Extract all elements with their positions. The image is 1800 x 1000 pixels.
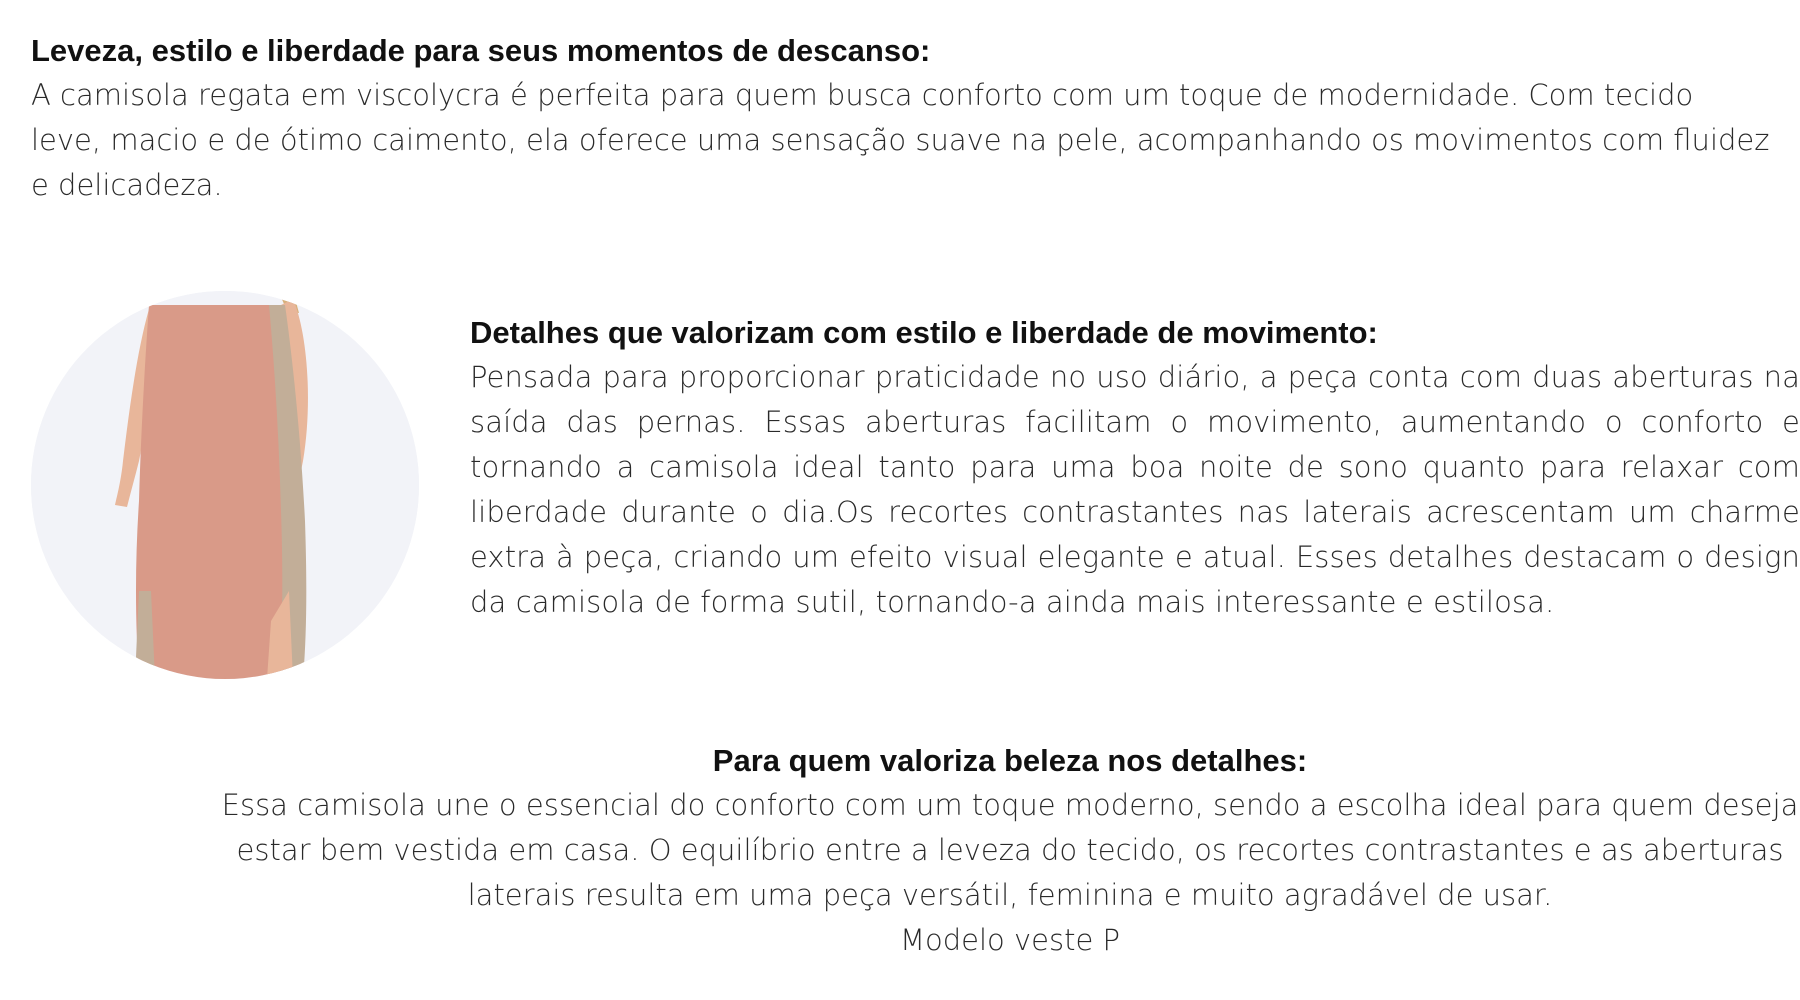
product-photo <box>31 291 419 679</box>
details-heading: Detalhes que valorizam com estilo e liberdade de movimento: <box>470 315 1378 350</box>
details-section <box>470 310 1800 625</box>
closing-section <box>220 738 1800 963</box>
size-note: Modelo veste P <box>899 923 1121 957</box>
closing-heading: Para quem valoriza beleza nos detalhes: <box>712 743 1308 778</box>
intro-heading: Leveza, estilo e liberdade para seus momentos de descanso: <box>31 33 931 68</box>
intro-section <box>31 28 1771 208</box>
dress-illustration <box>31 291 419 679</box>
intro-paragraph: A camisola regata em viscolycra é perfeita para quem busca conforto com um toque de modernidade. Com tecido leve, macio e de ótimo caimento, ela oferece uma sensação suave na pele, acompanhando os movimentos com fluidez e delicadeza. <box>31 78 1770 202</box>
closing-paragraph: Essa camisola une o essencial do conforto com um toque moderno, sendo a escolha ideal para quem deseja estar bem vestida em casa. O equilíbrio entre a leveza do tecido, os recortes contrastantes e as aberturas laterais resulta em uma peça versátil, feminina e muito agradável de usar. <box>221 788 1799 912</box>
details-paragraph: Pensada para proporcionar praticidade no uso diário, a peça conta com duas aberturas na saída das pernas. Essas aberturas facilitam o movimento, aumentando o conforto e tornando a camisola ideal tanto para uma boa noite de sono quanto para relaxar com liberdade durante o dia.Os recortes contrastantes nas laterais acrescentam um charme extra à peça, criando um efeito visual elegante e atual. Esses detalhes destacam o design da camisola de forma sutil, tornando-a ainda mais interessante e estilosa. <box>470 360 1800 619</box>
